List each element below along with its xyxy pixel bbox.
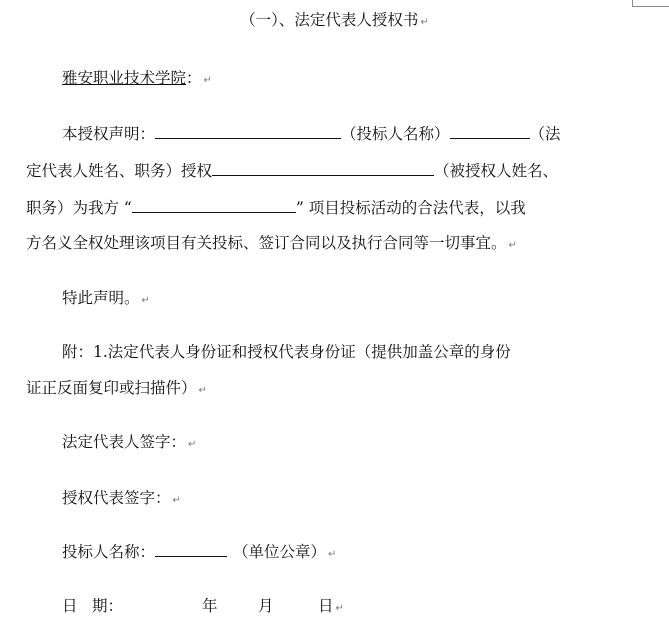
recipient-colon: ： xyxy=(186,69,202,87)
paragraph-mark: ↵ xyxy=(198,385,207,396)
paragraph-mark: ↵ xyxy=(141,295,150,306)
paragraph-mark: ↵ xyxy=(420,17,429,28)
paragraph-mark: ↵ xyxy=(188,439,197,450)
attachment-text-2: 证正反面复印或扫描件） xyxy=(26,379,197,397)
legal-rep-blank[interactable] xyxy=(155,123,341,139)
bidder-name-field-label: 投标人名称： xyxy=(62,543,156,561)
paragraph-mark: ↵ xyxy=(203,75,212,86)
date-line xyxy=(62,596,344,619)
statement-closing: 方名义全权处理该项目有关投标、签订合同以及执行合同等一切事宜。 xyxy=(26,234,507,252)
date-day: 日 xyxy=(318,597,334,615)
authorized-signature-line xyxy=(62,488,181,511)
document-title xyxy=(0,10,669,33)
attachment-line-2 xyxy=(26,378,207,401)
paragraph-mark: ↵ xyxy=(328,549,337,560)
bidder-name-blank[interactable] xyxy=(155,541,227,557)
authorized-label-part2: 职务）为我方 “ xyxy=(26,199,132,217)
bidder-name-line xyxy=(62,541,336,565)
statement-line-2 xyxy=(26,160,558,181)
project-name-blank[interactable] xyxy=(132,197,296,213)
date-month: 月 xyxy=(258,597,274,615)
statement-line-4 xyxy=(26,233,517,256)
declaration-text: 特此声明。 xyxy=(62,289,140,307)
date-label-qi: 期： xyxy=(92,597,124,615)
bidder-name-label: （投标人名称） xyxy=(341,125,450,143)
paragraph-mark: ↵ xyxy=(172,495,181,506)
project-suffix: ” 项目投标活动的合法代表，以我 xyxy=(295,199,526,217)
legal-rep-signature-label: 法定代表人签字： xyxy=(62,433,187,451)
legal-rep-signature-line xyxy=(62,432,196,455)
legal-rep-title-blank[interactable] xyxy=(450,123,530,139)
title-text: （一）、法定代表人授权书 xyxy=(240,11,419,29)
statement-line-3 xyxy=(26,197,526,218)
page-corner-mark xyxy=(632,0,669,7)
statement-prefix: 本授权声明： xyxy=(62,125,156,143)
seal-note: （单位公章） xyxy=(233,543,327,561)
attachment-text-1: 附：1.法定代表人身份证和授权代表身份证（提供加盖公章的身份 xyxy=(62,343,511,361)
legal-rep-label-part2: 定代表人姓名、职务）授权 xyxy=(26,162,213,180)
authorized-label-part1: （被授权人姓名、 xyxy=(434,162,559,180)
attachment-line-1 xyxy=(62,342,511,362)
date-year: 年 xyxy=(202,597,218,615)
paragraph-mark: ↵ xyxy=(508,240,517,251)
recipient-line xyxy=(62,68,212,91)
legal-rep-label-part1: （法 xyxy=(529,125,561,143)
recipient-name: 雅安职业技术学院 xyxy=(62,69,187,87)
authorized-signature-label: 授权代表签字： xyxy=(62,489,171,507)
statement-line-1 xyxy=(62,123,561,144)
declaration-line xyxy=(62,288,150,311)
authorized-person-blank[interactable] xyxy=(212,160,434,176)
date-label-ri: 日 xyxy=(62,597,78,615)
paragraph-mark: ↵ xyxy=(335,603,344,614)
